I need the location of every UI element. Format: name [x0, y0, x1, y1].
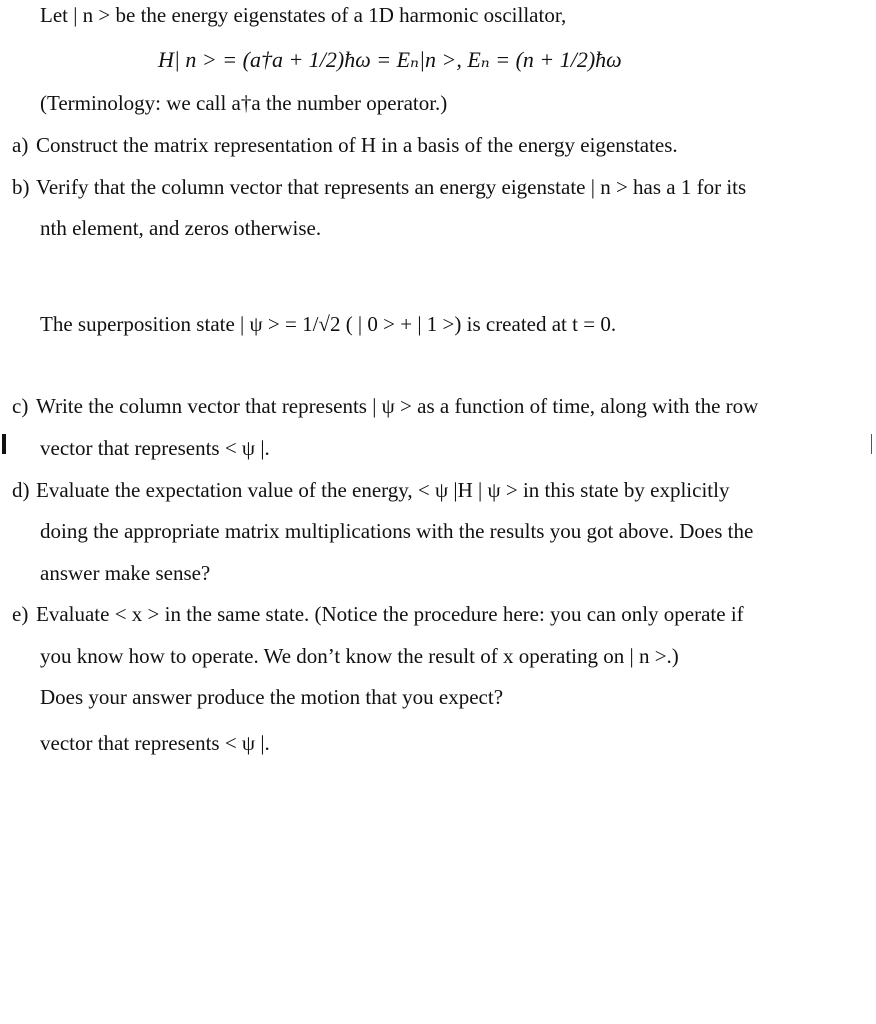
- part-e-label: e): [12, 602, 29, 626]
- part-e-text-line1: Evaluate < x > in the same state. (Notice the procedure here: you can only operate if: [36, 602, 744, 626]
- part-c-label: c): [12, 394, 29, 418]
- part-a-label: a): [12, 133, 29, 157]
- part-e-text-line2: you know how to operate. We don’t know the result of x operating on | n >.): [40, 644, 679, 668]
- part-a: [12, 133, 678, 157]
- terminology-note: (Terminology: we call a†a the number operator.): [40, 91, 448, 115]
- part-c-text-line2: vector that represents < ψ |.: [40, 436, 270, 460]
- part-e: [12, 602, 744, 626]
- part-e-text-line3: Does your answer produce the motion that you expect?: [40, 685, 504, 709]
- left-margin-marker: [2, 434, 6, 454]
- intro-line: Let | n > be the energy eigenstates of a 1D harmonic oscillator,: [40, 3, 567, 27]
- part-d-text-line3: answer make sense?: [40, 561, 211, 585]
- part-b-label: b): [12, 175, 30, 199]
- superposition-statement: The superposition state | ψ > = 1/√2 ( | 0 > + | 1 >) is created at t = 0.: [40, 312, 617, 336]
- part-d: [12, 478, 729, 502]
- part-d-text-line2: doing the appropriate matrix multiplications with the results you got above. Does the: [40, 519, 754, 543]
- right-margin-marker: [871, 434, 872, 454]
- part-c-text-line1: Write the column vector that represents | ψ > as a function of time, along with the row: [36, 394, 759, 418]
- part-b: [12, 175, 746, 199]
- part-b-text-line2: nth element, and zeros otherwise.: [40, 216, 322, 240]
- part-d-text-line1: Evaluate the expectation value of the energy, < ψ |H | ψ > in this state by explicitly: [36, 478, 730, 502]
- part-c: [12, 394, 758, 418]
- part-d-label: d): [12, 478, 30, 502]
- part-e-text-line4: vector that represents < ψ |.: [40, 731, 270, 755]
- part-a-text: Construct the matrix representation of H in a basis of the energy eigenstates.: [36, 133, 678, 157]
- hamiltonian-equation: H| n > = (a†a + 1/2)ħω = Eₙ|n >, Eₙ = (n + 1/2)ħω: [158, 47, 622, 72]
- part-b-text-line1: Verify that the column vector that represents an energy eigenstate | n > has a 1 for its: [36, 175, 747, 199]
